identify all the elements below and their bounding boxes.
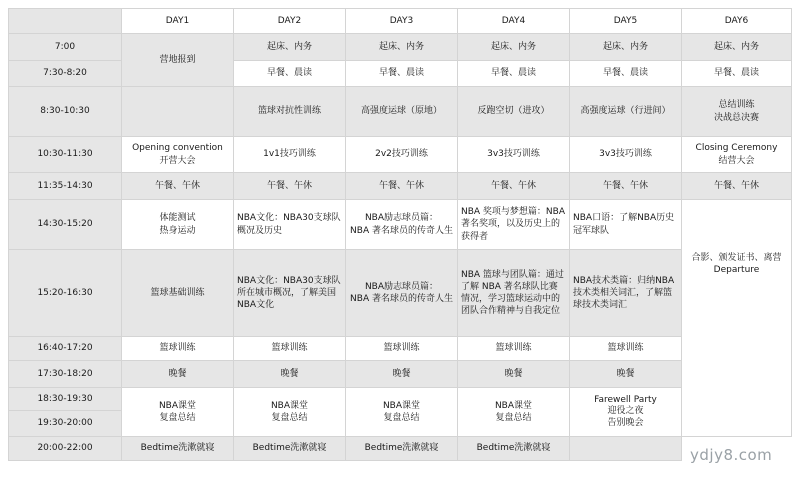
day1-lunch: 午餐、午休 <box>122 173 234 200</box>
day2-wake: 起床、内务 <box>234 34 346 61</box>
row-1135 <box>9 173 792 200</box>
day3-wake: 起床、内务 <box>346 34 458 61</box>
day2-bedtime: Bedtime洗漱就寝 <box>234 437 346 461</box>
day5-words: NBA口语：了解NBA历史冠军球队 <box>570 200 682 250</box>
day2-class: NBA课堂 复盘总结 <box>234 388 346 437</box>
day2-practice: 篮球训练 <box>234 337 346 361</box>
day-header: DAY6 <box>682 9 792 34</box>
header-row <box>9 9 792 34</box>
day3-class: NBA课堂 复盘总结 <box>346 388 458 437</box>
time-cell: 8:30-10:30 <box>9 87 122 137</box>
row-2000 <box>9 437 792 461</box>
day3-skill: 2v2技巧训练 <box>346 137 458 173</box>
day4-wake: 起床、内务 <box>458 34 570 61</box>
day1-basic: 篮球基础训练 <box>122 250 234 337</box>
row-0830 <box>9 87 792 137</box>
day4-practice: 篮球训练 <box>458 337 570 361</box>
row-1830 <box>9 388 792 411</box>
row-0700 <box>9 34 792 61</box>
time-cell: 7:00 <box>9 34 122 61</box>
day6-wake: 起床、内务 <box>682 34 792 61</box>
day-header: DAY3 <box>346 9 458 34</box>
day6-closing: Closing Ceremony 结营大会 <box>682 137 792 173</box>
day2-read: 早餐、晨读 <box>234 61 346 87</box>
row-1640 <box>9 337 792 361</box>
day4-dinner: 晚餐 <box>458 361 570 388</box>
day1-practice: 篮球训练 <box>122 337 234 361</box>
day5-lunch: 午餐、午休 <box>570 173 682 200</box>
time-cell: 15:20-16:30 <box>9 250 122 337</box>
row-1730 <box>9 361 792 388</box>
day5-skill: 3v3技巧训练 <box>570 137 682 173</box>
day3-inspire1: NBA励志球员篇： NBA 著名球员的传奇人生 <box>346 200 458 250</box>
day1-dinner: 晚餐 <box>122 361 234 388</box>
day1-opening: Opening convention 开营大会 <box>122 137 234 173</box>
day4-morning: 反跑空切（进攻） <box>458 87 570 137</box>
time-cell: 11:35-14:30 <box>9 173 122 200</box>
watermark: ydjy8.com <box>690 446 773 464</box>
day3-bedtime: Bedtime洗漱就寝 <box>346 437 458 461</box>
row-1030 <box>9 137 792 173</box>
row-1520 <box>9 250 792 337</box>
day5-practice: 篮球训练 <box>570 337 682 361</box>
day4-read: 早餐、晨读 <box>458 61 570 87</box>
day1-fitness: 体能测试 热身运动 <box>122 200 234 250</box>
row-1430 <box>9 200 792 250</box>
day1-bedtime: Bedtime洗漱就寝 <box>122 437 234 461</box>
day1-class: NBA课堂 复盘总结 <box>122 388 234 437</box>
day5-read: 早餐、晨读 <box>570 61 682 87</box>
day5-morning: 高强度运球（行进间） <box>570 87 682 137</box>
day1-morning-empty <box>122 87 234 137</box>
day-header: DAY4 <box>458 9 570 34</box>
time-cell: 18:30-19:30 <box>9 388 122 411</box>
day2-lunch: 午餐、午休 <box>234 173 346 200</box>
day2-culture1: NBA文化：NBA30支球队概况及历史 <box>234 200 346 250</box>
day3-read: 早餐、晨读 <box>346 61 458 87</box>
time-cell: 7:30-8:20 <box>9 61 122 87</box>
day3-lunch: 午餐、午休 <box>346 173 458 200</box>
day4-class: NBA课堂 复盘总结 <box>458 388 570 437</box>
day2-culture2: NBA文化：NBA30支球队所在城市概况，了解美国NBA文化 <box>234 250 346 337</box>
day-header: DAY1 <box>122 9 234 34</box>
time-cell: 19:30-20:00 <box>9 411 122 437</box>
day4-bedtime: Bedtime洗漱就寝 <box>458 437 570 461</box>
day5-party: Farewell Party 迎役之夜 告别晚会 <box>570 388 682 437</box>
corner-cell <box>9 9 122 34</box>
day3-inspire2: NBA励志球员篇： NBA 著名球员的传奇人生 <box>346 250 458 337</box>
time-cell: 10:30-11:30 <box>9 137 122 173</box>
day6-morning: 总结训练 决战总决赛 <box>682 87 792 137</box>
day4-team: NBA 篮球与团队篇：通过了解 NBA 著名球队比赛情况，学习篮球运动中的团队合作精神与自我定位 <box>458 250 570 337</box>
day5-tech: NBA技术类篇：归纳NBA技术类相关词汇，了解篮球技术类词汇 <box>570 250 682 337</box>
day5-wake: 起床、内务 <box>570 34 682 61</box>
schedule-sheet <box>8 8 792 461</box>
time-cell: 17:30-18:20 <box>9 361 122 388</box>
day3-practice: 篮球训练 <box>346 337 458 361</box>
day6-departure: 合影、颁发证书、离营Departure <box>682 200 792 437</box>
day-header: DAY5 <box>570 9 682 34</box>
day4-awards: NBA 奖项与梦想篇：NBA著名奖项，以及历史上的获得者 <box>458 200 570 250</box>
day2-skill: 1v1技巧训练 <box>234 137 346 173</box>
day5-dinner: 晚餐 <box>570 361 682 388</box>
day3-morning: 高强度运球（原地） <box>346 87 458 137</box>
time-cell: 14:30-15:20 <box>9 200 122 250</box>
day-header: DAY2 <box>234 9 346 34</box>
time-cell: 20:00-22:00 <box>9 437 122 461</box>
day2-dinner: 晚餐 <box>234 361 346 388</box>
day4-skill: 3v3技巧训练 <box>458 137 570 173</box>
schedule-table <box>8 8 792 461</box>
time-cell: 16:40-17:20 <box>9 337 122 361</box>
day6-read: 早餐、晨读 <box>682 61 792 87</box>
day4-lunch: 午餐、午休 <box>458 173 570 200</box>
day1-arrival: 营地报到 <box>122 34 234 87</box>
day5-bedtime-empty <box>570 437 682 461</box>
day6-lunch: 午餐、午休 <box>682 173 792 200</box>
day2-morning: 篮球对抗性训练 <box>234 87 346 137</box>
day3-dinner: 晚餐 <box>346 361 458 388</box>
